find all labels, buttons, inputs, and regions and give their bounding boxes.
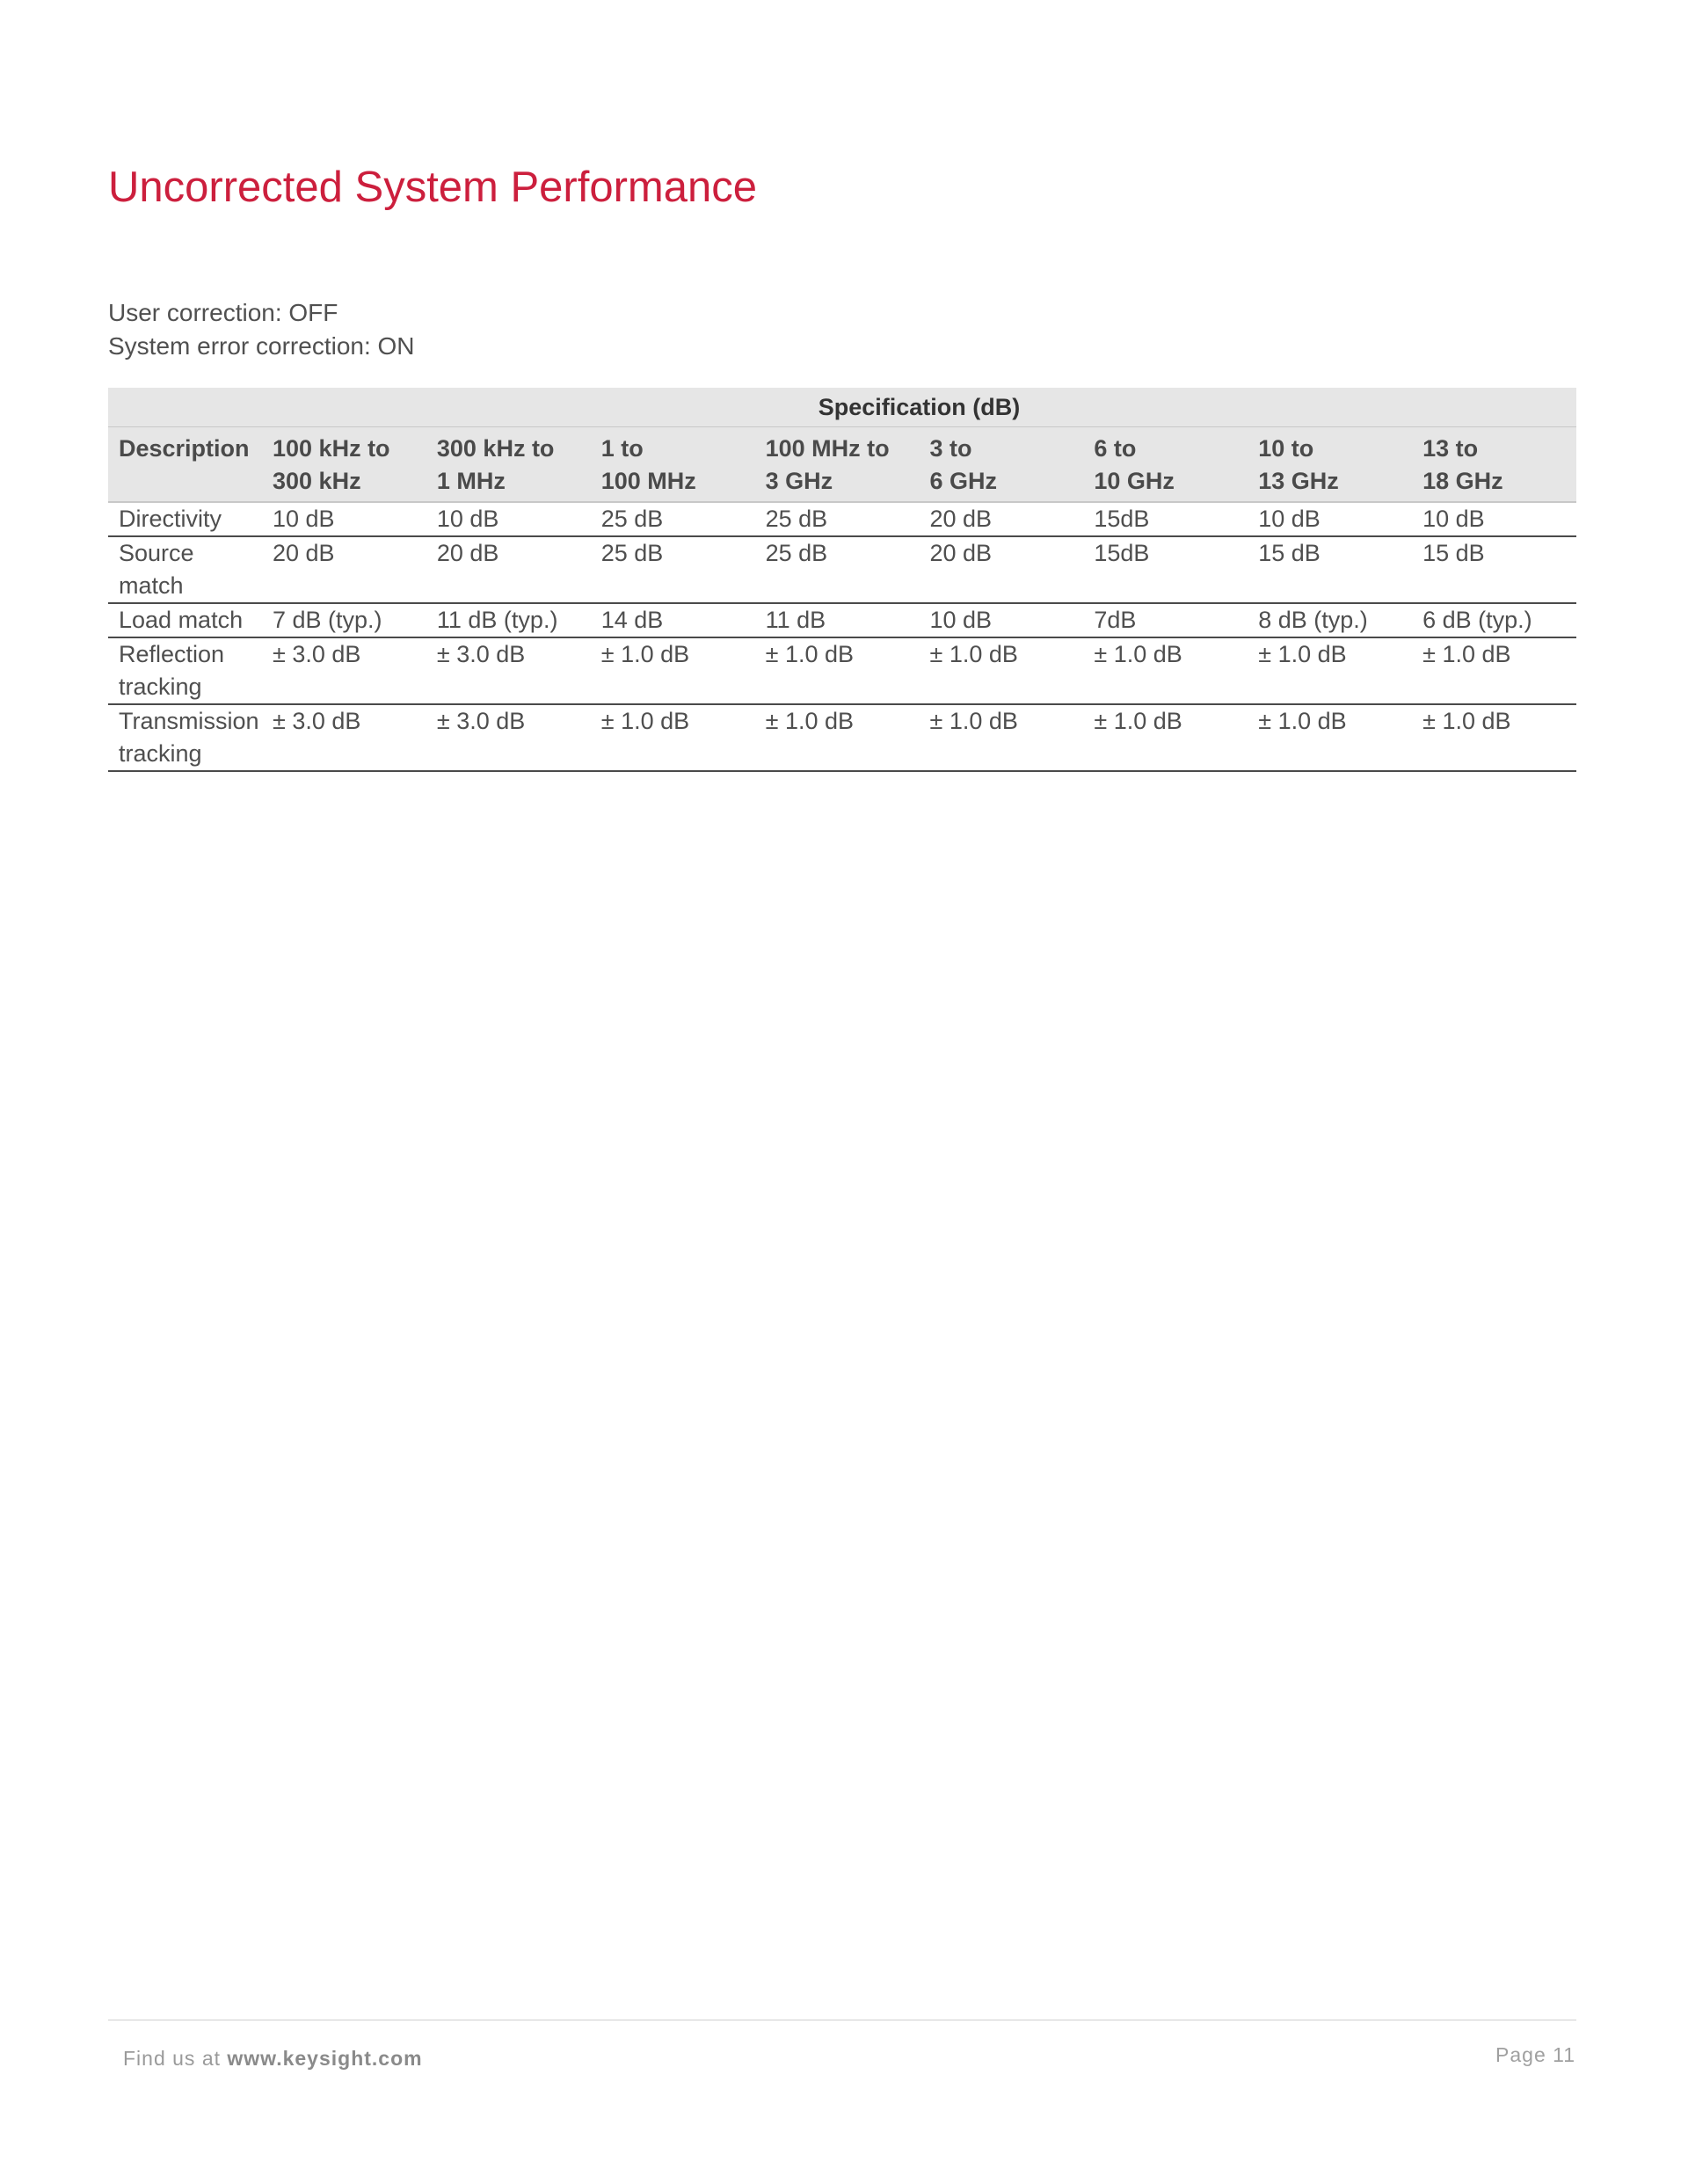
page-number: Page 11 [1495,2043,1575,2066]
table-row [108,536,1576,603]
table-cell: ± 3.0 dB [262,704,426,771]
footer-find-us [123,2047,423,2071]
description-header: Description [108,427,262,503]
table-cell: 25 dB [755,536,920,603]
system-error-correction-status: System error correction: ON [108,332,415,360]
footer-website-link[interactable]: www.keysight.com [227,2047,423,2070]
table-cell: ± 1.0 dB [1248,704,1412,771]
page-title: Uncorrected System Performance [108,164,757,211]
band-header: 100 MHz to 3 GHz [755,427,920,503]
spec-header-spacer [108,388,262,427]
row-description: Directivity [108,502,262,536]
table-cell: ± 1.0 dB [591,637,755,704]
band-header: 13 to 18 GHz [1412,427,1576,503]
row-description: Load match [108,603,262,637]
table-cell: 10 dB [1412,502,1576,536]
table-cell: ± 1.0 dB [1083,637,1248,704]
table-cell: 25 dB [591,502,755,536]
table-cell: ± 1.0 dB [1412,637,1576,704]
table-cell: 25 dB [755,502,920,536]
table-cell: 20 dB [426,536,591,603]
table-cell: 8 dB (typ.) [1248,603,1412,637]
table-cell: ± 3.0 dB [426,637,591,704]
table-cell: 7dB [1083,603,1248,637]
uncorrected-performance-table [108,388,1576,772]
table-cell: 15dB [1083,536,1248,603]
table-cell: 7 dB (typ.) [262,603,426,637]
table-cell: 20 dB [920,536,1084,603]
band-header: 6 to 10 GHz [1083,427,1248,503]
footer-find-prefix: Find us at [123,2047,228,2070]
table-row [108,502,1576,536]
table-cell: ± 1.0 dB [591,704,755,771]
table-cell: ± 1.0 dB [920,704,1084,771]
table-cell: ± 1.0 dB [920,637,1084,704]
band-header: 10 to 13 GHz [1248,427,1412,503]
band-header: 3 to 6 GHz [920,427,1084,503]
spec-header-row [108,388,1576,427]
table-cell: ± 1.0 dB [1248,637,1412,704]
table-cell: 10 dB [920,603,1084,637]
table-cell: ± 1.0 dB [1412,704,1576,771]
table-cell: 14 dB [591,603,755,637]
row-description: Transmission tracking [108,704,262,771]
band-header: 300 kHz to 1 MHz [426,427,591,503]
table-cell: 10 dB [1248,502,1412,536]
correction-conditions [108,296,415,363]
table-row [108,704,1576,771]
table-row [108,637,1576,704]
table-cell: 11 dB [755,603,920,637]
column-header-row [108,427,1576,503]
table-cell: 20 dB [262,536,426,603]
table-cell: 25 dB [591,536,755,603]
table-cell: 15dB [1083,502,1248,536]
table-cell: 20 dB [920,502,1084,536]
table-cell: ± 1.0 dB [755,704,920,771]
table-cell: 10 dB [426,502,591,536]
row-description: Reflection tracking [108,637,262,704]
band-header: 1 to 100 MHz [591,427,755,503]
table-cell: 15 dB [1248,536,1412,603]
user-correction-status: User correction: OFF [108,299,338,326]
row-description: Source match [108,536,262,603]
spec-header: Specification (dB) [262,388,1576,427]
band-header: 100 kHz to 300 kHz [262,427,426,503]
table-cell: ± 1.0 dB [1083,704,1248,771]
table-cell: 10 dB [262,502,426,536]
table-row [108,603,1576,637]
table-cell: ± 3.0 dB [262,637,426,704]
table-cell: 11 dB (typ.) [426,603,591,637]
table-cell: ± 1.0 dB [755,637,920,704]
table-cell: 6 dB (typ.) [1412,603,1576,637]
table-cell: ± 3.0 dB [426,704,591,771]
table-cell: 15 dB [1412,536,1576,603]
